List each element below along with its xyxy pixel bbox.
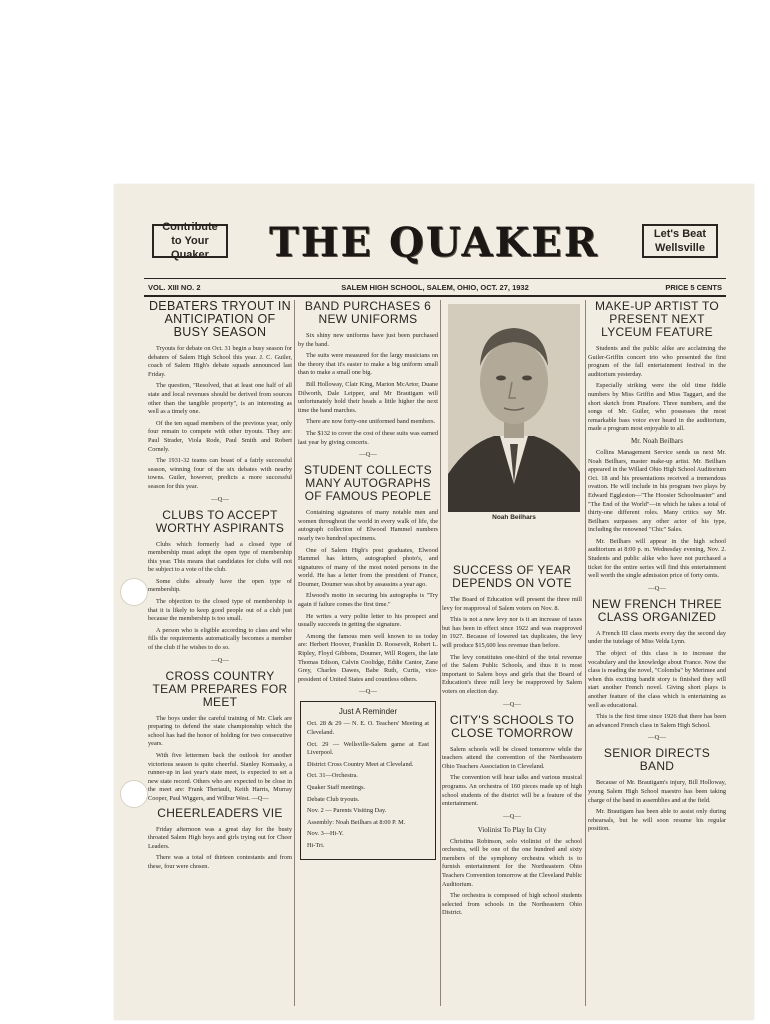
- article-text: A person who is eligible according to class and who fills the requirements automatically becomes a member of the club if he wishes to do so.: [148, 626, 292, 652]
- article-text: Tryouts for debate on Oct. 31 begin a busy season for debaters of Salem High School this year. J. C. Guiler, coach of Salem High's debate squads announced last Friday.: [148, 345, 292, 378]
- article-text: Christina Robinson, solo violinist of the school orchestra, will be one of the one hundred and sixty members of the symphony orchestra which is to furnish entertainment for the Northeastern Ohio Teachers Convention tomorrow at the Cleveland Public Auditorium.: [442, 837, 582, 888]
- article-text: Collins Management Service sends us next Mr. Noah Beilhars, master make-up artist. Mr. Beilhars appeared in the Willard Ohio High School Auditorium Oct. 18 and his presentations received a tremendous ovation. He will include in his program two plays by Edward Eggleston—"The Hoosier Schoolmaster" and "The End of the World"—in which he takes a total of thirty-one different roles. Many critics say Mr. Beilhars surpasses any other actor of his type, including the renowned "Chic" Sales.: [588, 448, 726, 534]
- column-3: [442, 564, 582, 921]
- column-2: [298, 300, 438, 860]
- article-text: The boys under the careful training of Mr. Clark are preparing to defend the state championship which the school has had the honor of holding for two consecutive years.: [148, 714, 292, 748]
- reminder-item: Debate Club tryouts.: [307, 795, 360, 803]
- article-text: Containing signatures of many notable men and women throughout the world in every walk of life, the autograph collection of Elwood Hammel numbers nearly two hundred specimens.: [298, 509, 438, 542]
- article-text: Friday afternoon was a great day for the busty throated Salem High boys and girls trying out for Cheer Leaders.: [148, 825, 292, 850]
- headline-band: BAND PURCHASES 6 NEW UNIFORMS: [304, 300, 432, 326]
- article-text: This is the first time since 1926 that there has been an advanced French class in Salem High School.: [588, 713, 726, 729]
- reminder-box: [300, 701, 436, 859]
- left-ear-box: Contribute to Your Quaker: [152, 224, 228, 258]
- top-rule: [144, 278, 726, 279]
- divider: —Q—: [648, 734, 666, 742]
- article-text: The objection to the closed type of membership is that it is likely to keep good people out of a club just because the membership is too small.: [148, 598, 292, 623]
- reminder-item: Oct. 31—Orchestra.: [307, 772, 358, 780]
- reminder-item: Quaker Staff meetings.: [307, 783, 366, 791]
- article-text: The Board of Education will present the three mill levy for reapproval of Salem voters on Nov. 8.: [442, 596, 582, 612]
- column-rule: [294, 300, 295, 1006]
- photo-caption: Noah Beilhars: [492, 514, 536, 521]
- article-text: Mr. Beilhars will appear in the high school auditorium at 8:00 p. m. Wednesday evening, Nov. 2. Students and public alike who have not purchased a ticket for the entire series will find this entertainment well worth the single admission price of forty cents.: [588, 537, 726, 580]
- dateline: [148, 282, 722, 294]
- article-text: This is not a new levy nor is it an increase of taxes but has been in effect since 1922 and was reapproved in 1927. Because of lowered tax duplicates, the levy will produce $15,600 less revenue than before.: [442, 616, 582, 649]
- school-date: SALEM HIGH SCHOOL, SALEM, OHIO, OCT. 27, 1932: [341, 283, 529, 292]
- right-ear-box: Let's Beat Wellsville: [642, 224, 718, 258]
- divider: —Q—: [211, 656, 229, 664]
- divider: —Q—: [503, 812, 521, 820]
- portrait-illustration: [448, 304, 580, 512]
- divider: —Q—: [211, 495, 229, 503]
- divider: —Q—: [648, 584, 666, 592]
- column-4: [588, 300, 726, 837]
- nameplate: THE QUAKER: [269, 219, 599, 266]
- newspaper-page: [114, 184, 754, 1020]
- headline-success: SUCCESS OF YEAR DEPENDS ON VOTE: [452, 564, 572, 590]
- volume-number: VOL. XIII NO. 2: [148, 283, 201, 292]
- binder-hole: [120, 578, 148, 606]
- article-text: Especially striking were the old time fiddle numbers by Miss Griffin and Miss Taggart, and the short sketch from Pinafore. Three numbers, and the songs of Mr. Guiler, who possesses the most remarkable bass voice ever heard in the auditorium, made a program most enjoyable to all.: [588, 382, 726, 433]
- article-text: Some clubs already have the open type of membership.: [148, 577, 292, 594]
- headline-makeup-artist: MAKE-UP ARTIST TO PRESENT NEXT LYCEUM FEATURE: [594, 300, 720, 339]
- reminder-item: Oct. 28 & 29 — N. E. O. Teachers' Meeting at Cleveland.: [307, 720, 429, 736]
- column-rule: [440, 300, 441, 1006]
- headline-cross-country: CROSS COUNTRY TEAM PREPARES FOR MEET: [152, 668, 288, 709]
- headline-autographs: STUDENT COLLECTS MANY AUTOGRAPHS OF FAMOUS PEOPLE: [304, 463, 432, 504]
- article-text: There are now forty-one uniformed band members.: [306, 418, 436, 426]
- binder-hole: [120, 780, 148, 808]
- price: PRICE 5 CENTS: [665, 283, 722, 292]
- headline-senior-band: SENIOR DIRECTS BAND: [603, 746, 711, 774]
- article-text: A French III class meets every day the second day under the tutelage of Miss Velda Lynn.: [588, 629, 726, 646]
- subhead-violinist: Violinist To Play In City: [477, 825, 547, 834]
- bottom-rule: [144, 295, 726, 297]
- reminder-item: Nov. 3—Hi-Y.: [307, 830, 344, 838]
- column-1: [148, 300, 292, 875]
- article-text: Among the famous men well known to us today are: Herbert Hoover, Franklin D. Roosevelt, Robert L. Ripley, Floyd Gibbons, Doumer, Will Rogers, the late Thomas Edison, Calvin Coolidge, Eddie Cantor, Zane Grey, Charles Dawes, Babe Ruth, Curtis, vice-president of United States and countless others.: [298, 632, 438, 683]
- article-text: Bill Holloway, Clair King, Marion McArtor, Duane Dilworth, Dale Leipper, and Mr Brautigam will unfortunately hold their heads a little higher the next time the band marches.: [298, 380, 438, 414]
- headline-cheerleaders: CHEERLEADERS VIE: [157, 805, 283, 820]
- subhead-beilhars: Mr. Noah Beilhars: [631, 436, 683, 445]
- article-text: The $132 to cover the cost of these suits was earned last year by giving concerts.: [298, 429, 438, 446]
- article-text: Salem schools will be closed tomorrow while the teachers attend the convention of the Northeastern Ohio Teachers Association in Cleveland.: [442, 745, 582, 770]
- divider: —Q—: [359, 451, 377, 459]
- headline-clubs: CLUBS TO ACCEPT WORTHY ASPIRANTS: [155, 507, 285, 535]
- reminder-item: District Cross Country Meet at Cleveland.: [307, 760, 414, 768]
- reminder-item: Assembly: Noah Beilhars at 8:00 P. M.: [307, 818, 406, 826]
- divider: —Q—: [359, 688, 377, 696]
- masthead: [114, 216, 754, 276]
- article-text: He writes a very polite letter to his prospect and usually succeeds in getting the signature.: [298, 612, 438, 629]
- article-text: The orchestra is composed of high school students selected from schools in the Northeastern Ohio District.: [442, 892, 582, 917]
- headline-french: NEW FRENCH THREE CLASS ORGANIZED: [592, 596, 722, 624]
- article-text: Clubs which formerly had a closed type of membership must adopt the open type of membership this year. This means that candidates for clubs will not be subject to a vote of the club.: [148, 540, 292, 574]
- article-text: There was a total of thirteen contestants and from these, four were chosen.: [148, 854, 292, 870]
- reminder-title: Just A Reminder: [338, 707, 398, 717]
- article-text: Students and the public alike are acclaiming the Guiler-Griffin concert trio who presented the first program of the fall entertainment festival in the auditorium yesterday.: [588, 345, 726, 378]
- article-text: Of the ten squad members of the previous year, only four remain to compete with other tryouts. They are: Paul Strader, Viola Rode, Paul Smith and Robert Cornely.: [148, 419, 292, 453]
- article-text: The 1931-32 teams can boast of a fairly successful season, winning four of the six debates with nearby towns. Guiler, however, predicts a more successful season for this year.: [148, 457, 292, 490]
- reminder-item: Oct. 29 — Wellsville-Salem game at East Liverpool.: [307, 740, 429, 757]
- article-text: The levy constitutes one-third of the total revenue of the Salem Public Schools, and thus it is most important to Salem boys and girls that the Board of Education's three mill levy be reapproved by Salem voters on election day.: [442, 653, 582, 695]
- portrait-photo: [448, 304, 580, 512]
- article-text: Mr. Brautigam has been able to assist only during rehearsals, but he will soon resume his regular position.: [588, 808, 726, 833]
- reminder-item: Hi-Tri.: [307, 841, 325, 849]
- divider: —Q—: [503, 700, 521, 708]
- column-rule: [585, 300, 586, 1006]
- headline-debaters: DEBATERS TRYOUT IN ANTICIPATION OF BUSY SEASON: [148, 300, 291, 339]
- article-text: Elwood's motto in securing his autographs is "Try again if failure comes the first time.": [298, 592, 438, 609]
- article-text: The suits were measured for the largy musicians on the theory that it's easier to make a big uniform small than to make a small one big.: [298, 352, 438, 377]
- article-text: The question, "Resolved, that at least one half of all state and local revenues should be derived from sources other than the tangible property", is an interesting as well as a timely one.: [148, 382, 292, 416]
- headline-schools-close: CITY'S SCHOOLS TO CLOSE TOMORROW: [449, 712, 575, 740]
- article-text: The object of this class is to increase the vocabulary and the knowledge about France. Now the class is reading the novel, "Colomba" by Merimee and when this exciting bandit story is finished they will start another French novel. Giving short plays is another feature of the class which is entertaining as well as educational.: [588, 650, 726, 709]
- article-text: The convention will hear talks and various musical programs. An orchestra of 160 pieces made up of high school students of the district will be a feature of the entertainment.: [442, 774, 582, 808]
- reminder-item: Nov. 2 — Parents Visiting Day.: [307, 807, 387, 815]
- article-text: One of Salem High's post graduates, Elwood Hammel has letters, autographed photo's, and signatures of many of the most noted persons in the world. He has a letter from the president of France, Doumer, Doumer was shot by assassins a year ago.: [298, 546, 438, 588]
- article-text: With five lettermen back the outlook for another victorious season is quite cheerful. Stanley Komasky, a runner-up in last year's state meet, is expected to set a new state record. Others who are expected to be close in the meet are: Frank Theriault, Keith Harris, Murray Cooper, Paul Wiggers, and Wilbur West. —Q—: [148, 752, 292, 802]
- article-text: Six shiny new uniforms have just been purchased by the band.: [298, 332, 438, 348]
- article-text: Because of Mr. Brautigam's injury, Bill Holloway, young Salem High School maestro has been taking charge of the band in assemblies and at the field.: [588, 779, 726, 804]
